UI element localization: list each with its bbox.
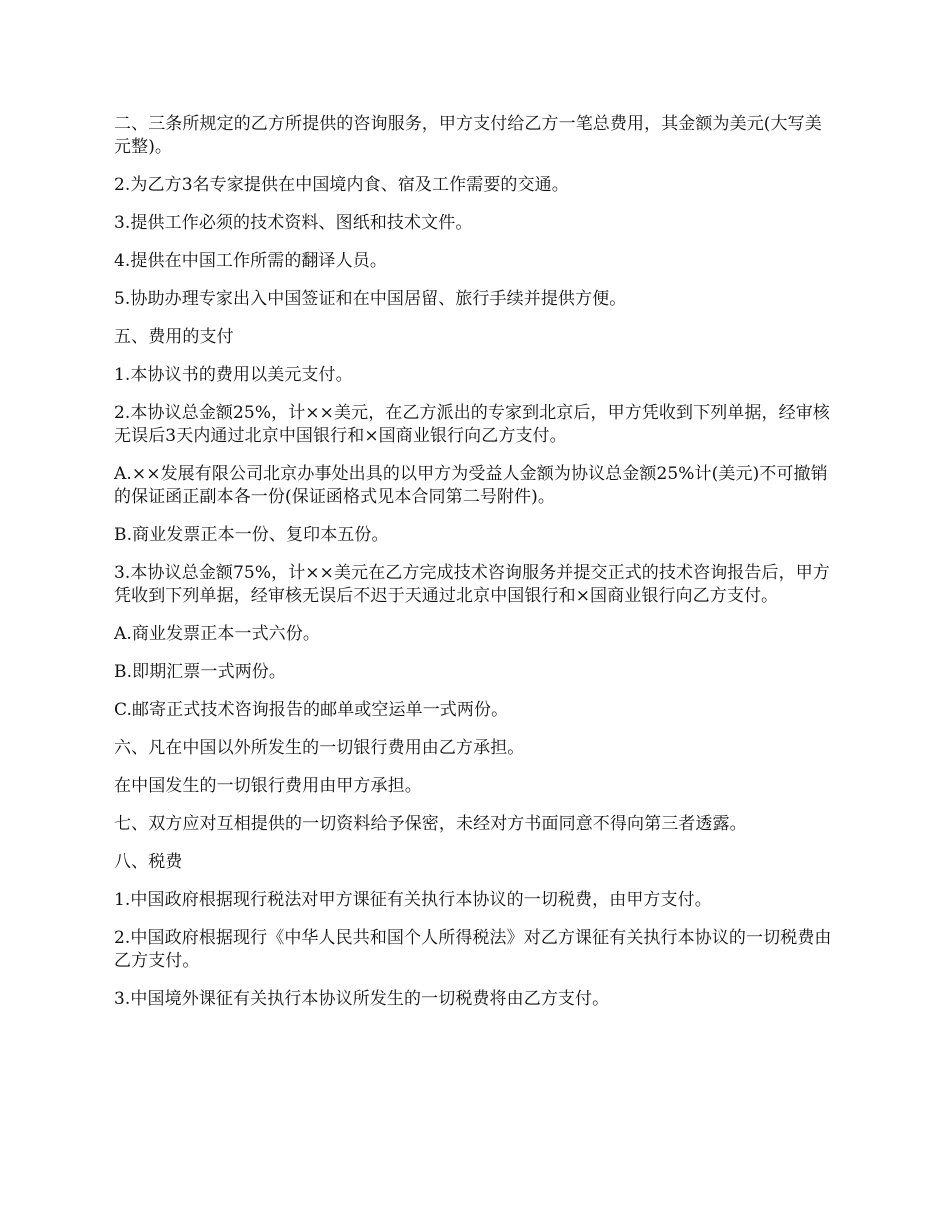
paragraph-payment-currency: 1.本协议书的费用以美元支付。	[114, 365, 353, 385]
paragraph-foreign-tax: 3.中国境外课征有关执行本协议所发生的一切税费将由乙方支付。	[114, 989, 610, 1009]
section-heading-payment: 五、费用的支付	[114, 327, 234, 347]
paragraph-tax-party-b: 2.中国政府根据现行《中华人民共和国个人所得税法》对乙方课征有关执行本协议的一切税费由乙方支付。	[114, 928, 832, 971]
paragraph-commercial-invoice: B.商业发票正本一份、复印本五份。	[114, 525, 389, 545]
paragraph-guarantee-letter: A.××发展有限公司北京办事处出具的以甲方为受益人金额为协议总金额25%计(美元)不可撤销的保证函正副本各一份(保证函格式见本合同第二号附件)。	[114, 464, 828, 507]
paragraph-domestic-bank-fees: 在中国发生的一切银行费用由甲方承担。	[114, 776, 422, 796]
paragraph-tax-party-a: 1.中国政府根据现行税法对甲方课征有关执行本协议的一切税费，由甲方支付。	[114, 890, 712, 910]
paragraph-mailing-receipt: C.邮寄正式技术咨询报告的邮单或空运单一式两份。	[114, 700, 509, 720]
section-heading-confidentiality: 七、双方应对互相提供的一切资料给予保密，未经对方书面同意不得向第三者透露。	[114, 814, 747, 834]
paragraph-technical-materials: 3.提供工作必须的技术资料、图纸和技术文件。	[114, 213, 473, 233]
paragraph-second-installment: 3.本协议总金额75%，计××美元在乙方完成技术咨询服务并提交正式的技术咨询报告后，甲方凭收到下列单据，经审核无误后不迟于天通过北京中国银行和×国商业银行向乙方支付。	[114, 563, 830, 606]
paragraph-expert-lodging: 2.为乙方3名专家提供在中国境内食、宿及工作需要的交通。	[114, 175, 569, 195]
document-body	[114, 113, 836, 1026]
paragraph-visa-assistance: 5.协助办理专家出入中国签证和在中国居留、旅行手续并提供方便。	[114, 289, 627, 309]
paragraph-sight-draft: B.即期汇票一式两份。	[114, 662, 286, 682]
section-heading-taxes: 八、税费	[114, 852, 183, 872]
section-heading-bank-fees: 六、凡在中国以外所发生的一切银行费用由乙方承担。	[114, 738, 525, 758]
paragraph-translators: 4.提供在中国工作所需的翻译人员。	[114, 251, 387, 271]
paragraph-service-fee: 二、三条所规定的乙方所提供的咨询服务，甲方支付给乙方一笔总费用，其金额为美元(大写美元整)。	[114, 114, 822, 157]
paragraph-first-installment: 2.本协议总金额25%，计××美元，在乙方派出的专家到北京后，甲方凭收到下列单据，经审核无误后3天内通过北京中国银行和×国商业银行向乙方支付。	[114, 403, 830, 446]
paragraph-invoice-six-copies: A.商业发票正本一式六份。	[114, 624, 320, 644]
